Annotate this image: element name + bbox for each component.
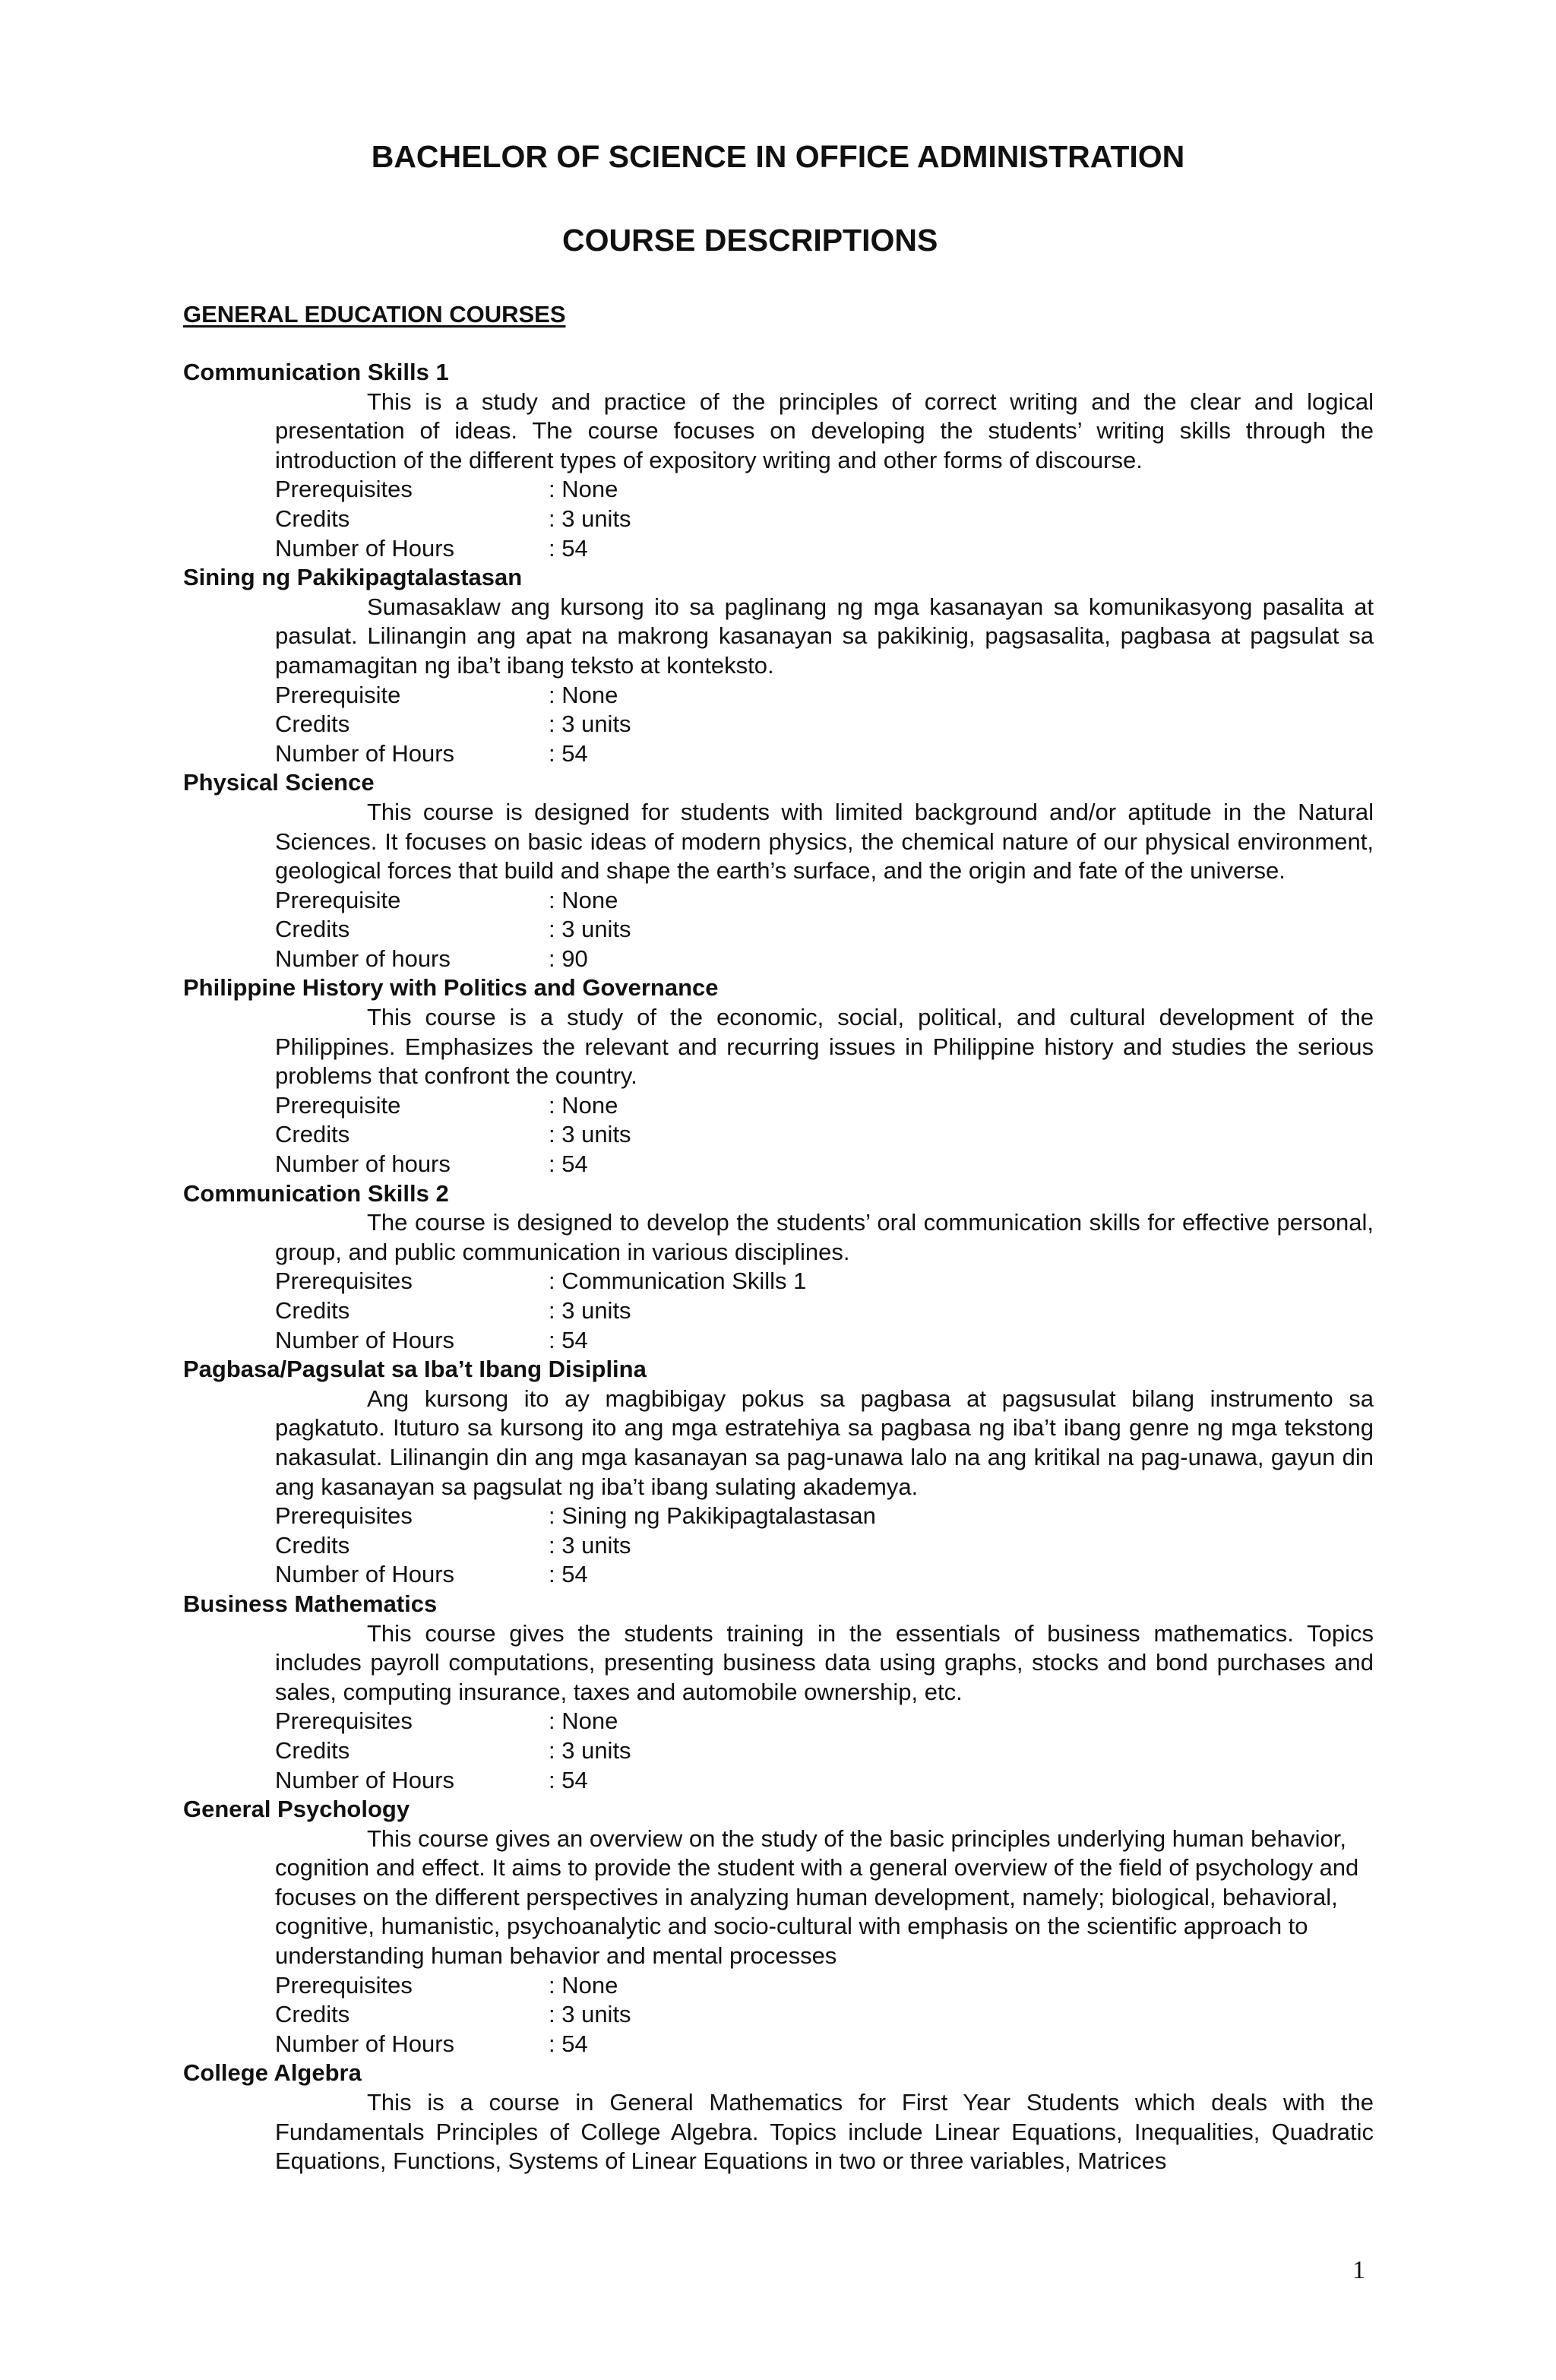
document-title: BACHELOR OF SCIENCE IN OFFICE ADMINISTRATION [371,139,1185,174]
credits-row [275,915,1374,945]
prerequisite-row [275,1707,1374,1736]
course-description: The course is designed to develop the students’ oral communication skills for effective personal, group, and public communication in various disciplines. [275,1209,1374,1265]
credits-row [275,1736,1374,1766]
section-heading: GENERAL EDUCATION COURSES [183,301,566,328]
hours-label: Number of Hours [275,534,455,562]
prerequisite-label: Prerequisite [275,886,401,913]
credits-value: : 3 units [549,2001,631,2028]
course-entry [183,1590,1374,1795]
course-entry [183,768,1374,973]
course-title: General Psychology [183,1796,410,1823]
hours-value: : 54 [549,1561,588,1588]
hours-value: : 54 [549,739,588,767]
course-description: Ang kursong ito ay magbibigay pokus sa pagbasa at pagsusulat bilang instrumento sa pagkatuto. Ituturo sa kursong ito ang mga estratehiya sa pagbasa ng iba’t ibang genre ng mga tekstong nakasulat. Lilinangin din ang mga kasanayan sa pag-unawa lalo na ang kritikal na pag-unawa, gayun din ang kasanayan sa pagsulat ng iba’t ibang sulating akademya. [275,1385,1374,1500]
prerequisite-value: : None [549,476,618,503]
course-description: This course gives the students training in the essentials of business mathematics. Topics includes payroll computations, presenting business data using graphs, stocks and bond purchases and sales, computing insurance, taxes and automobile ownership, etc. [275,1619,1374,1705]
hours-row [275,945,1374,974]
course-entry [183,1179,1374,1356]
credits-row [275,710,1374,739]
hours-value: : 54 [549,1766,588,1793]
credits-row [275,1296,1374,1326]
hours-row [275,2030,1374,2059]
hours-label: Number of Hours [275,739,455,767]
course-description: Sumasaklaw ang kursong ito sa paglinang ng mga kasanayan sa komunikasyong pasalita at pasulat. Lilinangin ang apat na makrong kasanayan sa pakikinig, pagsasalita, pagbasa at pagsulat sa pamamagitan ng iba’t ibang teksto at konteksto. [275,593,1374,679]
hours-value: : 90 [549,945,588,972]
hours-label: Number of Hours [275,2030,455,2057]
hours-row [275,1326,1374,1356]
prerequisite-label: Prerequisites [275,476,413,503]
course-entry [183,973,1374,1179]
hours-label: Number of Hours [275,1766,455,1793]
prerequisite-label: Prerequisites [275,1502,413,1530]
hours-label: Number of hours [275,1150,451,1178]
hours-value: : 54 [549,534,588,562]
hours-row [275,534,1374,564]
course-entry [183,2059,1374,2176]
prerequisite-value: : None [549,681,618,708]
hours-label: Number of Hours [275,1561,455,1588]
course-title: College Algebra [183,2059,362,2087]
prerequisite-value: : None [549,1707,618,1735]
course-title: Pagbasa/Pagsulat sa Iba’t Ibang Disiplina [183,1356,647,1383]
credits-label: Credits [275,1297,350,1324]
prerequisite-row [275,1267,1374,1296]
course-description: This course is designed for students with limited background and/or aptitude in the Natural Sciences. It focuses on basic ideas of modern physics, the chemical nature of our physical environment, geological forces that build and shape the earth’s surface, and the origin and fate of the universe. [275,798,1374,885]
prerequisite-label: Prerequisites [275,1707,413,1735]
prerequisite-row [275,475,1374,505]
course-entry [183,1355,1374,1590]
prerequisite-value: : Communication Skills 1 [549,1268,807,1295]
course-description: This course is a study of the economic, social, political, and cultural development of the Philippines. Emphasizes the relevant and recurring issues in Philippine history and studies the serious problems that confront the country. [275,1004,1374,1090]
prerequisite-value: : None [549,886,618,913]
credits-row [275,1120,1374,1150]
credits-value: : 3 units [549,1121,631,1148]
document-subtitle: COURSE DESCRIPTIONS [562,223,938,258]
course-list [183,358,1374,2176]
hours-label: Number of hours [275,945,451,972]
course-title: Philippine History with Politics and Governance [183,974,719,1002]
course-title: Communication Skills 2 [183,1179,449,1207]
credits-label: Credits [275,1531,350,1559]
prerequisite-label: Prerequisite [275,1091,401,1119]
credits-value: : 3 units [549,711,631,738]
hours-label: Number of Hours [275,1326,455,1353]
course-description: This course gives an overview on the study of the basic principles underlying human behavior, cognition and effect. It aims to provide the student with a general overview of the field of psychology and focuses on the different perspectives in analyzing human development, namely; biological, behavioral, cognitive, humanistic, psychoanalytic and socio-cultural with emphasis on the scientific approach to understanding human behavior and mental processes [275,1825,1359,1970]
course-description: This is a study and practice of the principles of correct writing and the clear and logical presentation of ideas. The course focuses on developing the students’ writing skills through the introduction of the different types of expository writing and other forms of discourse. [275,388,1374,473]
course-entry [183,358,1374,563]
credits-label: Credits [275,711,350,738]
prerequisite-value: : None [549,1091,618,1119]
prerequisite-value: : Sining ng Pakikipagtalastasan [549,1502,876,1530]
credits-row [275,505,1374,534]
hours-row [275,1766,1374,1796]
hours-row [275,1560,1374,1590]
course-entry [183,1795,1374,2059]
prerequisite-row [275,1091,1374,1121]
course-title: Business Mathematics [183,1590,438,1617]
credits-label: Credits [275,1736,350,1764]
prerequisite-value: : None [549,1971,618,1999]
hours-row [275,739,1374,769]
credits-value: : 3 units [549,1531,631,1559]
prerequisite-row [275,681,1374,711]
credits-label: Credits [275,916,350,943]
credits-row [275,2000,1374,2030]
hours-value: : 54 [549,1150,588,1178]
hours-row [275,1150,1374,1179]
prerequisite-row [275,886,1374,916]
credits-value: : 3 units [549,1297,631,1324]
credits-label: Credits [275,2001,350,2028]
credits-value: : 3 units [549,505,631,532]
page-number: 1 [1352,2256,1365,2284]
hours-value: : 54 [549,2030,588,2057]
prerequisite-label: Prerequisites [275,1268,413,1295]
course-title: Sining ng Pakikipagtalastasan [183,564,523,591]
prerequisite-row [275,1971,1374,2001]
credits-label: Credits [275,1121,350,1148]
prerequisite-row [275,1502,1374,1531]
credits-value: : 3 units [549,1736,631,1764]
course-title: Physical Science [183,769,375,796]
credits-label: Credits [275,505,350,532]
prerequisite-label: Prerequisite [275,681,401,708]
course-entry [183,563,1374,768]
course-description: This is a course in General Mathematics for First Year Students which deals with the Fundamentals Principles of College Algebra. Topics include Linear Equations, Inequalities, Quadratic Equations, Functions, Systems of Linear Equations in two or three variables, Matrices [275,2089,1374,2175]
credits-value: : 3 units [549,916,631,943]
hours-value: : 54 [549,1326,588,1353]
credits-row [275,1531,1374,1561]
course-title: Communication Skills 1 [183,359,449,385]
prerequisite-label: Prerequisites [275,1971,413,1999]
